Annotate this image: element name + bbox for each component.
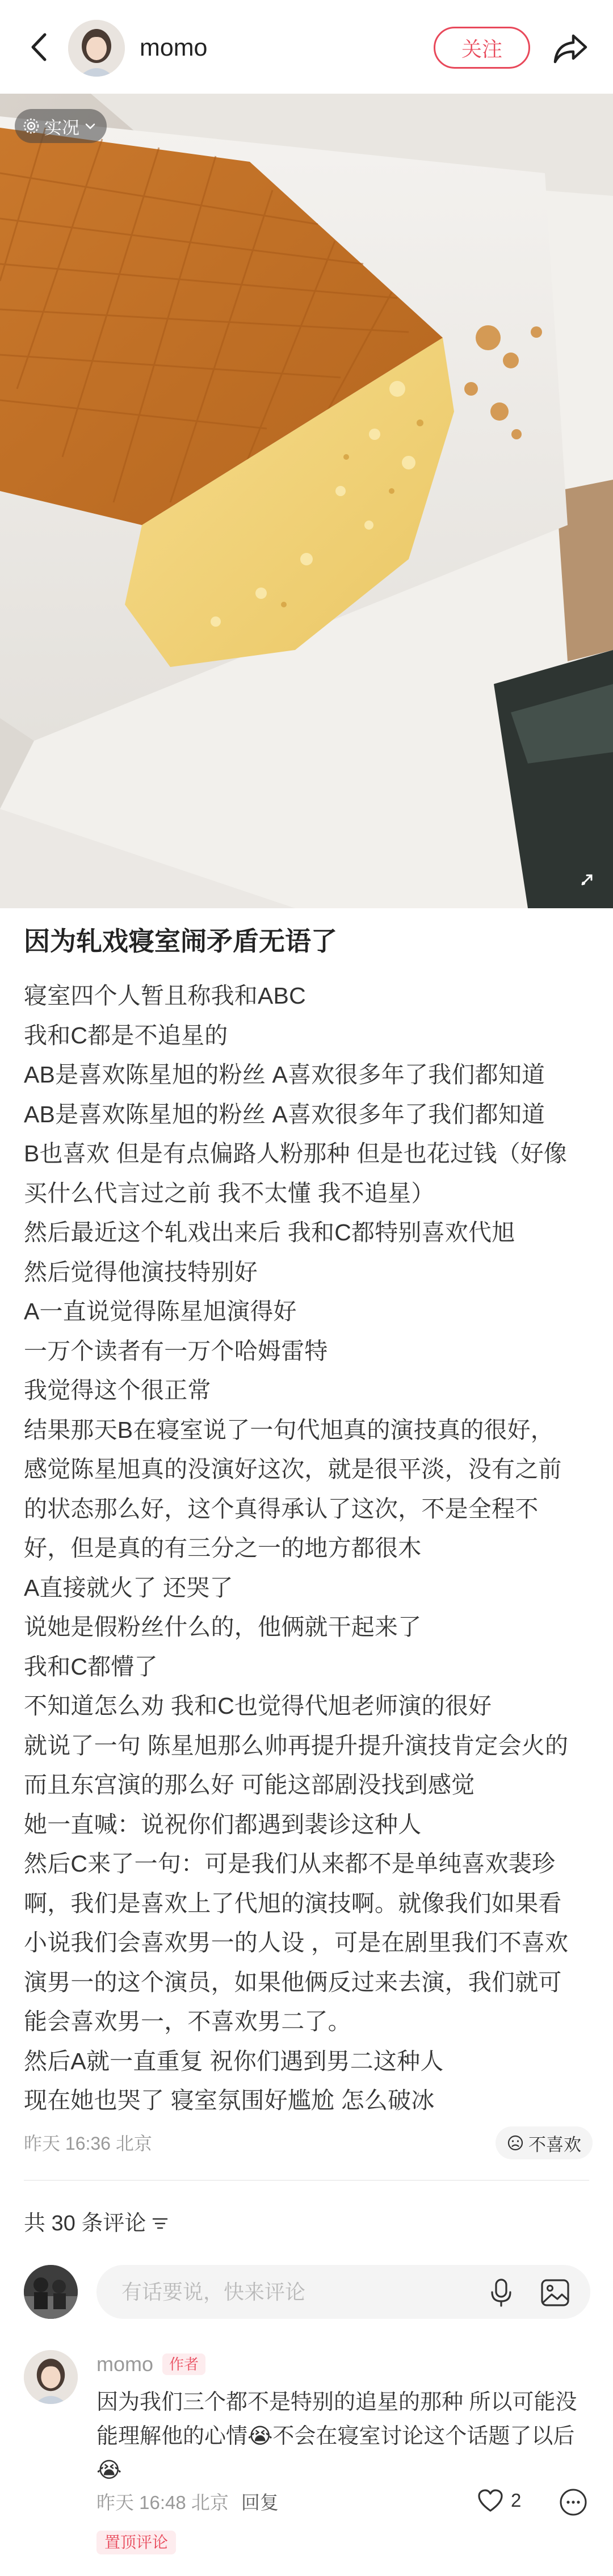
post-line: 然后觉得他演技特别好 (24, 1258, 258, 1285)
post-line: 好，但是真的有三分之一的地方都很木 (24, 1535, 422, 1561)
post-line: 我觉得这个很正常 (24, 1377, 211, 1403)
heart-icon (477, 2488, 504, 2513)
post-line: 结果那天B在寝室说了一句代旭真的演技真的很好， (24, 1416, 554, 1443)
post-line: A一直说觉得陈星旭演得好 (24, 1298, 297, 1324)
post-line: 说她是假粉丝什么的，他俩就干起来了 (24, 1614, 422, 1640)
post-line: AB是喜欢陈星旭的粉丝 A喜欢很多年了我们都知道 (24, 1062, 545, 1088)
post-line: 能会喜欢男一，不喜欢男二了。 (24, 2008, 351, 2034)
castella-cake-image (0, 94, 613, 908)
back-arrow-icon (30, 32, 47, 62)
commenter-name[interactable]: momo (96, 2352, 154, 2376)
post-photo[interactable] (0, 94, 613, 908)
top-bar (0, 0, 613, 94)
post-line: 的状态那么好，这个真得承认了这次，不是全程不 (24, 1495, 539, 1522)
share-icon (553, 32, 588, 64)
comment-timestamp: 昨天 16:48 北京 (96, 2492, 229, 2513)
commenter-avatar[interactable] (24, 2350, 78, 2404)
author-badge: 作者 (162, 2353, 205, 2375)
live-photo-badge[interactable] (15, 109, 107, 143)
post-line: 然后最近这个轧戏出来后 我和C都特别喜欢代旭 (24, 1219, 515, 1245)
comment-text (96, 2385, 596, 2487)
divider (24, 2180, 589, 2181)
my-avatar-image (24, 2265, 78, 2319)
comment-input-row (0, 2265, 613, 2322)
image-icon (539, 2277, 571, 2308)
post-line: 小说我们会喜欢男一的人设 ，可是在剧里我们不喜欢 (24, 1929, 569, 1956)
post-line: 感觉陈星旭真的没演好这次，就是很平淡，没有之前 (24, 1456, 562, 1482)
reply-button[interactable]: 回复 (241, 2492, 279, 2513)
author-avatar[interactable] (68, 20, 125, 77)
mic-icon (487, 2277, 515, 2308)
post-line: 我和C都是不追星的 (24, 1022, 228, 1048)
commenter-avatar-image (24, 2350, 78, 2404)
post-line: 我和C都懵了 (24, 1653, 158, 1680)
live-photo-label: 实况 (44, 118, 79, 138)
post-line: B也喜欢 但是有点偏路人粉那种 但是也花过钱（好像 (24, 1140, 568, 1167)
post-line: A直接就火了 还哭了 (24, 1574, 233, 1601)
comment-line: 能理解他的心情😭不会在寝室讨论这个话题了以后 (96, 2424, 575, 2448)
post-line: 演男一的这个演员，如果他俩反过来去演，我们就可 (24, 1969, 562, 1995)
commenter-name-row (96, 2351, 205, 2377)
my-avatar[interactable] (24, 2265, 78, 2319)
back-button[interactable] (23, 27, 54, 67)
post-line: AB是喜欢陈星旭的粉丝 A喜欢很多年了我们都知道 (24, 1101, 545, 1127)
post-line: 然后C来了一句：可是我们从来都不是单纯喜欢裴珍 (24, 1851, 556, 1877)
pinned-comment-badge: 置顶评论 (96, 2531, 176, 2554)
more-icon (557, 2486, 589, 2518)
post-line: 她一直喊：说祝你们都遇到裴诊这种人 (24, 1811, 422, 1837)
comment-line: 😭 (96, 2458, 122, 2482)
post-line: 然后A就一直重复 祝你们遇到男二这种人 (24, 2048, 444, 2074)
comment-meta (96, 2490, 279, 2515)
live-indicator-icon (579, 871, 596, 888)
sort-icon (152, 2216, 169, 2231)
follow-button[interactable]: 关注 (434, 27, 530, 69)
post-timestamp: 昨天 16:36 北京 (24, 2133, 152, 2154)
post-line: 就说了一句 陈星旭那么帅再提升提升演技肯定会火的 (24, 1732, 569, 1759)
dislike-label: 不喜欢 (528, 2134, 581, 2155)
post-body (24, 976, 591, 2121)
comment-line: 因为我们三个都不是特别的追星的那种 所以可能没 (96, 2390, 577, 2414)
comment-count-label: 共 30 条评论 (24, 2212, 146, 2235)
post-line: 啊，我们是喜欢上了代旭的演技啊。就像我们如果看 (24, 1890, 562, 1916)
comment-count-sort[interactable] (24, 2210, 169, 2237)
post-line: 买什么代言过之前 我不太懂 我不追星） (24, 1180, 435, 1206)
comment-item (0, 2350, 613, 2576)
post-title: 因为轧戏寝室闹矛盾无语了 (24, 926, 337, 956)
post-line: 一万个读者有一万个哈姆雷特 (24, 1337, 328, 1364)
dislike-face-icon (507, 2134, 524, 2151)
post-line: 寝室四个人暂且称我和ABC (24, 983, 306, 1009)
voice-input-button[interactable] (487, 2277, 515, 2308)
post-line: 现在她也哭了 寝室氛围好尴尬 怎么破冰 (24, 2087, 435, 2113)
comment-input[interactable] (96, 2265, 590, 2319)
share-button[interactable] (548, 27, 593, 69)
post-line: 而且东宫演的那么好 可能这部剧没找到感觉 (24, 1772, 475, 1798)
chevron-down-icon (84, 120, 96, 132)
author-avatar-image (68, 20, 125, 77)
dislike-button[interactable] (496, 2126, 593, 2159)
author-username[interactable]: momo (140, 34, 208, 61)
post-line: 不知道怎么劝 我和C也觉得代旭老师演的很好 (24, 1693, 492, 1719)
image-upload-button[interactable] (539, 2277, 571, 2308)
live-photo-icon (23, 118, 40, 135)
comment-more-button[interactable] (557, 2486, 589, 2518)
comment-like-button[interactable] (477, 2488, 521, 2513)
comment-like-count: 2 (511, 2490, 522, 2511)
